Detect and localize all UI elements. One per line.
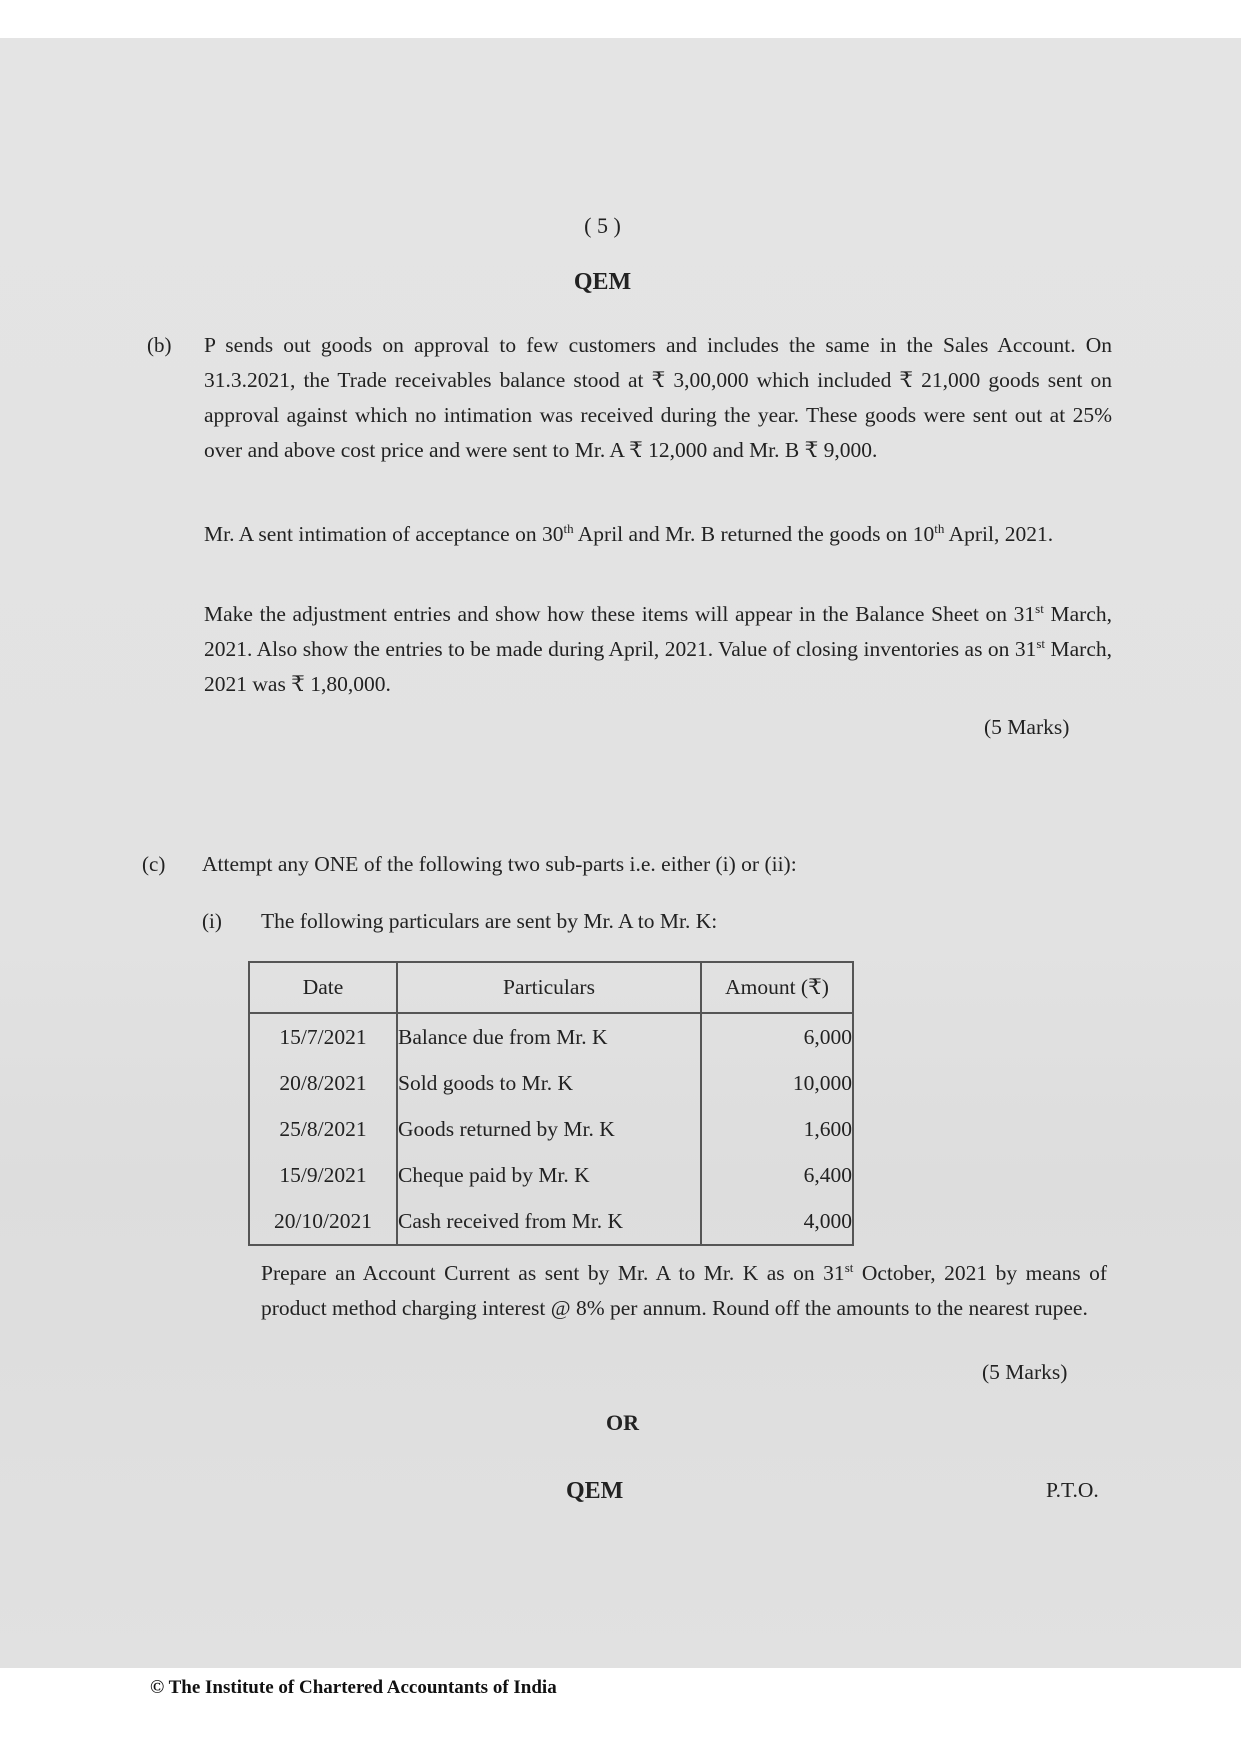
cell-particulars: Goods returned by Mr. K xyxy=(397,1106,701,1152)
table-row xyxy=(249,1198,853,1245)
ordinal-suffix: st xyxy=(1035,600,1044,616)
text-run: Prepare an Account Current as sent by Mr. A to Mr. K as on 31 xyxy=(261,1261,845,1285)
part-b-paragraph-3 xyxy=(204,597,1112,702)
cell-amount: 6,400 xyxy=(701,1152,853,1198)
table-row xyxy=(249,1060,853,1106)
cell-date: 25/8/2021 xyxy=(249,1106,397,1152)
part-c-marks: (5 Marks) xyxy=(982,1360,1068,1384)
cell-amount: 6,000 xyxy=(701,1013,853,1060)
part-c-instruction: Attempt any ONE of the following two sub-parts i.e. either (i) or (ii): xyxy=(202,852,797,876)
text-run: April, 2021. xyxy=(944,522,1054,546)
cell-date: 15/9/2021 xyxy=(249,1152,397,1198)
column-header-date: Date xyxy=(249,962,397,1013)
part-b-marks: (5 Marks) xyxy=(984,715,1070,739)
cell-particulars: Sold goods to Mr. K xyxy=(397,1060,701,1106)
table-row xyxy=(249,1106,853,1152)
cell-amount: 10,000 xyxy=(701,1060,853,1106)
particulars-table xyxy=(248,961,854,1246)
or-separator: OR xyxy=(606,1410,639,1435)
page-number: ( 5 ) xyxy=(584,213,621,238)
part-c-label: (c) xyxy=(142,852,166,876)
ordinal-suffix: st xyxy=(844,1259,854,1275)
paper-code-top: QEM xyxy=(573,269,632,295)
part-b-paragraph-1: P sends out goods on approval to few customers and includes the same in the Sales Account. On 31.3.2021, the Trade receivables balance stood at ₹ 3,00,000 which included ₹ 21,000 goods sent on approval against which no intimation was received during the year. These goods were sent out at 25% over and above cost price and were sent to Mr. A ₹ 12,000 and Mr. B ₹ 9,000. xyxy=(204,333,1112,462)
table-row xyxy=(249,1013,853,1060)
paper-code-bottom: QEM xyxy=(566,1478,624,1504)
ordinal-suffix: th xyxy=(934,520,945,536)
sub-part-i-text: The following particulars are sent by Mr. A to Mr. K: xyxy=(261,909,718,933)
text-run: April and Mr. B returned the goods on 10 xyxy=(573,522,935,546)
column-header-amount: Amount (₹) xyxy=(701,962,853,1013)
cell-amount: 4,000 xyxy=(701,1198,853,1245)
cell-date: 20/8/2021 xyxy=(249,1060,397,1106)
cell-particulars: Balance due from Mr. K xyxy=(397,1013,701,1060)
text-run: March, 2021. Also show the entries to be made during April, 2021. Value of closing inventories as on 31 xyxy=(204,602,1112,661)
text-run: March, 2021 was ₹ 1,80,000. xyxy=(204,637,1112,696)
text-run: Make the adjustment entries and show how these items will appear in the Balance Sheet on 31 xyxy=(204,602,1036,626)
text-run: October, 2021 by means of product method charging interest @ 8% per annum. Round off the amounts to the nearest rupee. xyxy=(261,1261,1107,1320)
sub-part-i-label: (i) xyxy=(202,909,222,933)
cell-date: 20/10/2021 xyxy=(249,1198,397,1245)
copyright-notice: © The Institute of Chartered Accountants of India xyxy=(150,1677,557,1698)
table-header-row xyxy=(249,962,853,1013)
cell-amount: 1,600 xyxy=(701,1106,853,1152)
text-run: Mr. A sent intimation of acceptance on 30 xyxy=(204,522,564,546)
ordinal-suffix: th xyxy=(563,520,574,536)
cell-date: 15/7/2021 xyxy=(249,1013,397,1060)
cell-particulars: Cash received from Mr. K xyxy=(397,1198,701,1245)
ordinal-suffix: st xyxy=(1036,635,1046,651)
part-b-label: (b) xyxy=(147,333,172,357)
please-turn-over: P.T.O. xyxy=(1046,1478,1099,1502)
cell-particulars: Cheque paid by Mr. K xyxy=(397,1152,701,1198)
column-header-particulars: Particulars xyxy=(397,962,701,1013)
sub-part-i-instruction xyxy=(261,1256,1107,1326)
part-b-paragraph-2 xyxy=(204,517,1112,552)
table-row xyxy=(249,1152,853,1198)
